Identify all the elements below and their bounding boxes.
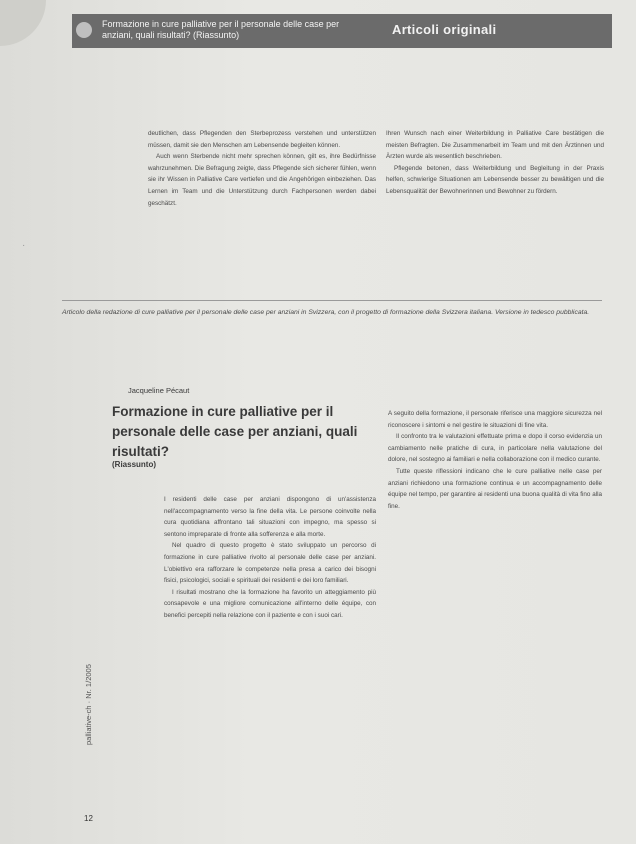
paragraph: Auch wenn Sterbende nicht mehr sprechen können, gilt es, ihre Bedürfnisse wahrzunehmen. Die Befragung zeigte, dass Pflegende sich sicherer fühlen, wenn sie ihr Wissen in Palliative Care vertiefen und die Angehörigen einbeziehen. Das Lernen im Team und die Unterstützung durch Fachpersonen werden dabei geschätzt. xyxy=(148,153,376,207)
paragraph: deutlichen, dass Pflegenden den Sterbeprozess verstehen und unterstützen müssen, damit sie den Menschen am Lebensende begleiten können. xyxy=(148,130,376,149)
scan-mark: · xyxy=(22,240,26,251)
body-column-left xyxy=(164,494,376,622)
page-number: 12 xyxy=(84,814,93,823)
paragraph: Pflegende betonen, dass Weiterbildung und Begleitung in der Praxis helfen, schwierige Situationen am Lebensende besser zu bewältigen und die Lebensqualität der Bewohnerinnen und Bewohner zu fördern. xyxy=(386,164,604,195)
paragraph: I residenti delle case per anziani dispongono di un'assistenza nell'accompagnamento verso la fine della vita. Le persone coinvolte nella cura quotidiana affrontano tali situazioni con impegno, ma spesso si sentono impreparate di fronte alla sofferenza e alla morte. xyxy=(164,496,376,538)
paragraph: A seguito della formazione, il personale riferisce una maggiore sicurezza nel riconoscere i sintomi e nel gestire le situazioni di fine vita. xyxy=(388,410,602,429)
top-column-left xyxy=(148,128,376,209)
section-title: Articoli originali xyxy=(392,22,497,37)
header-bullet-icon xyxy=(76,22,92,38)
paragraph: Tutte queste riflessioni indicano che le cure palliative nelle case per anziani richiedono una formazione continua e un accompagnamento delle équipe nel tempo, per garantire ai residenti una buona qualità di vita fino alla fine. xyxy=(388,467,602,510)
journal-footer: palliative-ch · Nr. 1/2005 xyxy=(84,664,93,745)
author-name: Jacqueline Pécaut xyxy=(128,386,190,395)
article-title: Formazione in cure palliative per il personale delle case per anziani, quali risultati? xyxy=(112,404,358,459)
body-column-right xyxy=(388,408,602,512)
paragraph: Ihren Wunsch nach einer Weiterbildung in Palliative Care bestätigen die meisten Befragten. Die Zusammenarbeit im Team und mit den Ärztinnen und Ärzten wurde als wesentlich beschrieben. xyxy=(386,130,604,161)
top-column-right xyxy=(386,128,604,198)
paragraph: Nel quadro di questo progetto è stato sviluppato un percorso di formazione in cure palliative rivolto al personale delle case per anziani. L'obiettivo era rafforzare le competenze nella presa a carico dei bisogni fisici, psicologici, sociali e spirituali dei residenti e dei loro familiari. xyxy=(164,542,376,585)
running-title: Formazione in cure palliative per il personale delle case per anziani, quali risultati? (Riassunto) xyxy=(102,19,340,40)
credits-note: Articolo della redazione di cure palliative per il personale delle case per anziani in Svizzera, con il progetto di formazione della Svizzera italiana. Versione in tedesco pubblicata. xyxy=(62,309,590,316)
paragraph: I risultati mostrano che la formazione ha favorito un atteggiamento più consapevole e una migliore comunicazione all'interno delle équipe, con benefici percepiti nella relazione con il paziente e con i suoi cari. xyxy=(164,588,376,619)
paragraph: Il confronto tra le valutazioni effettuate prima e dopo il corso evidenzia un cambiamento nelle pratiche di cura, in particolare nella valutazione del dolore, nel sostegno ai familiari e nella collaborazione con il medico curante. xyxy=(388,433,602,464)
section-divider xyxy=(62,300,602,301)
summary-label: (Riassunto) xyxy=(112,460,156,469)
